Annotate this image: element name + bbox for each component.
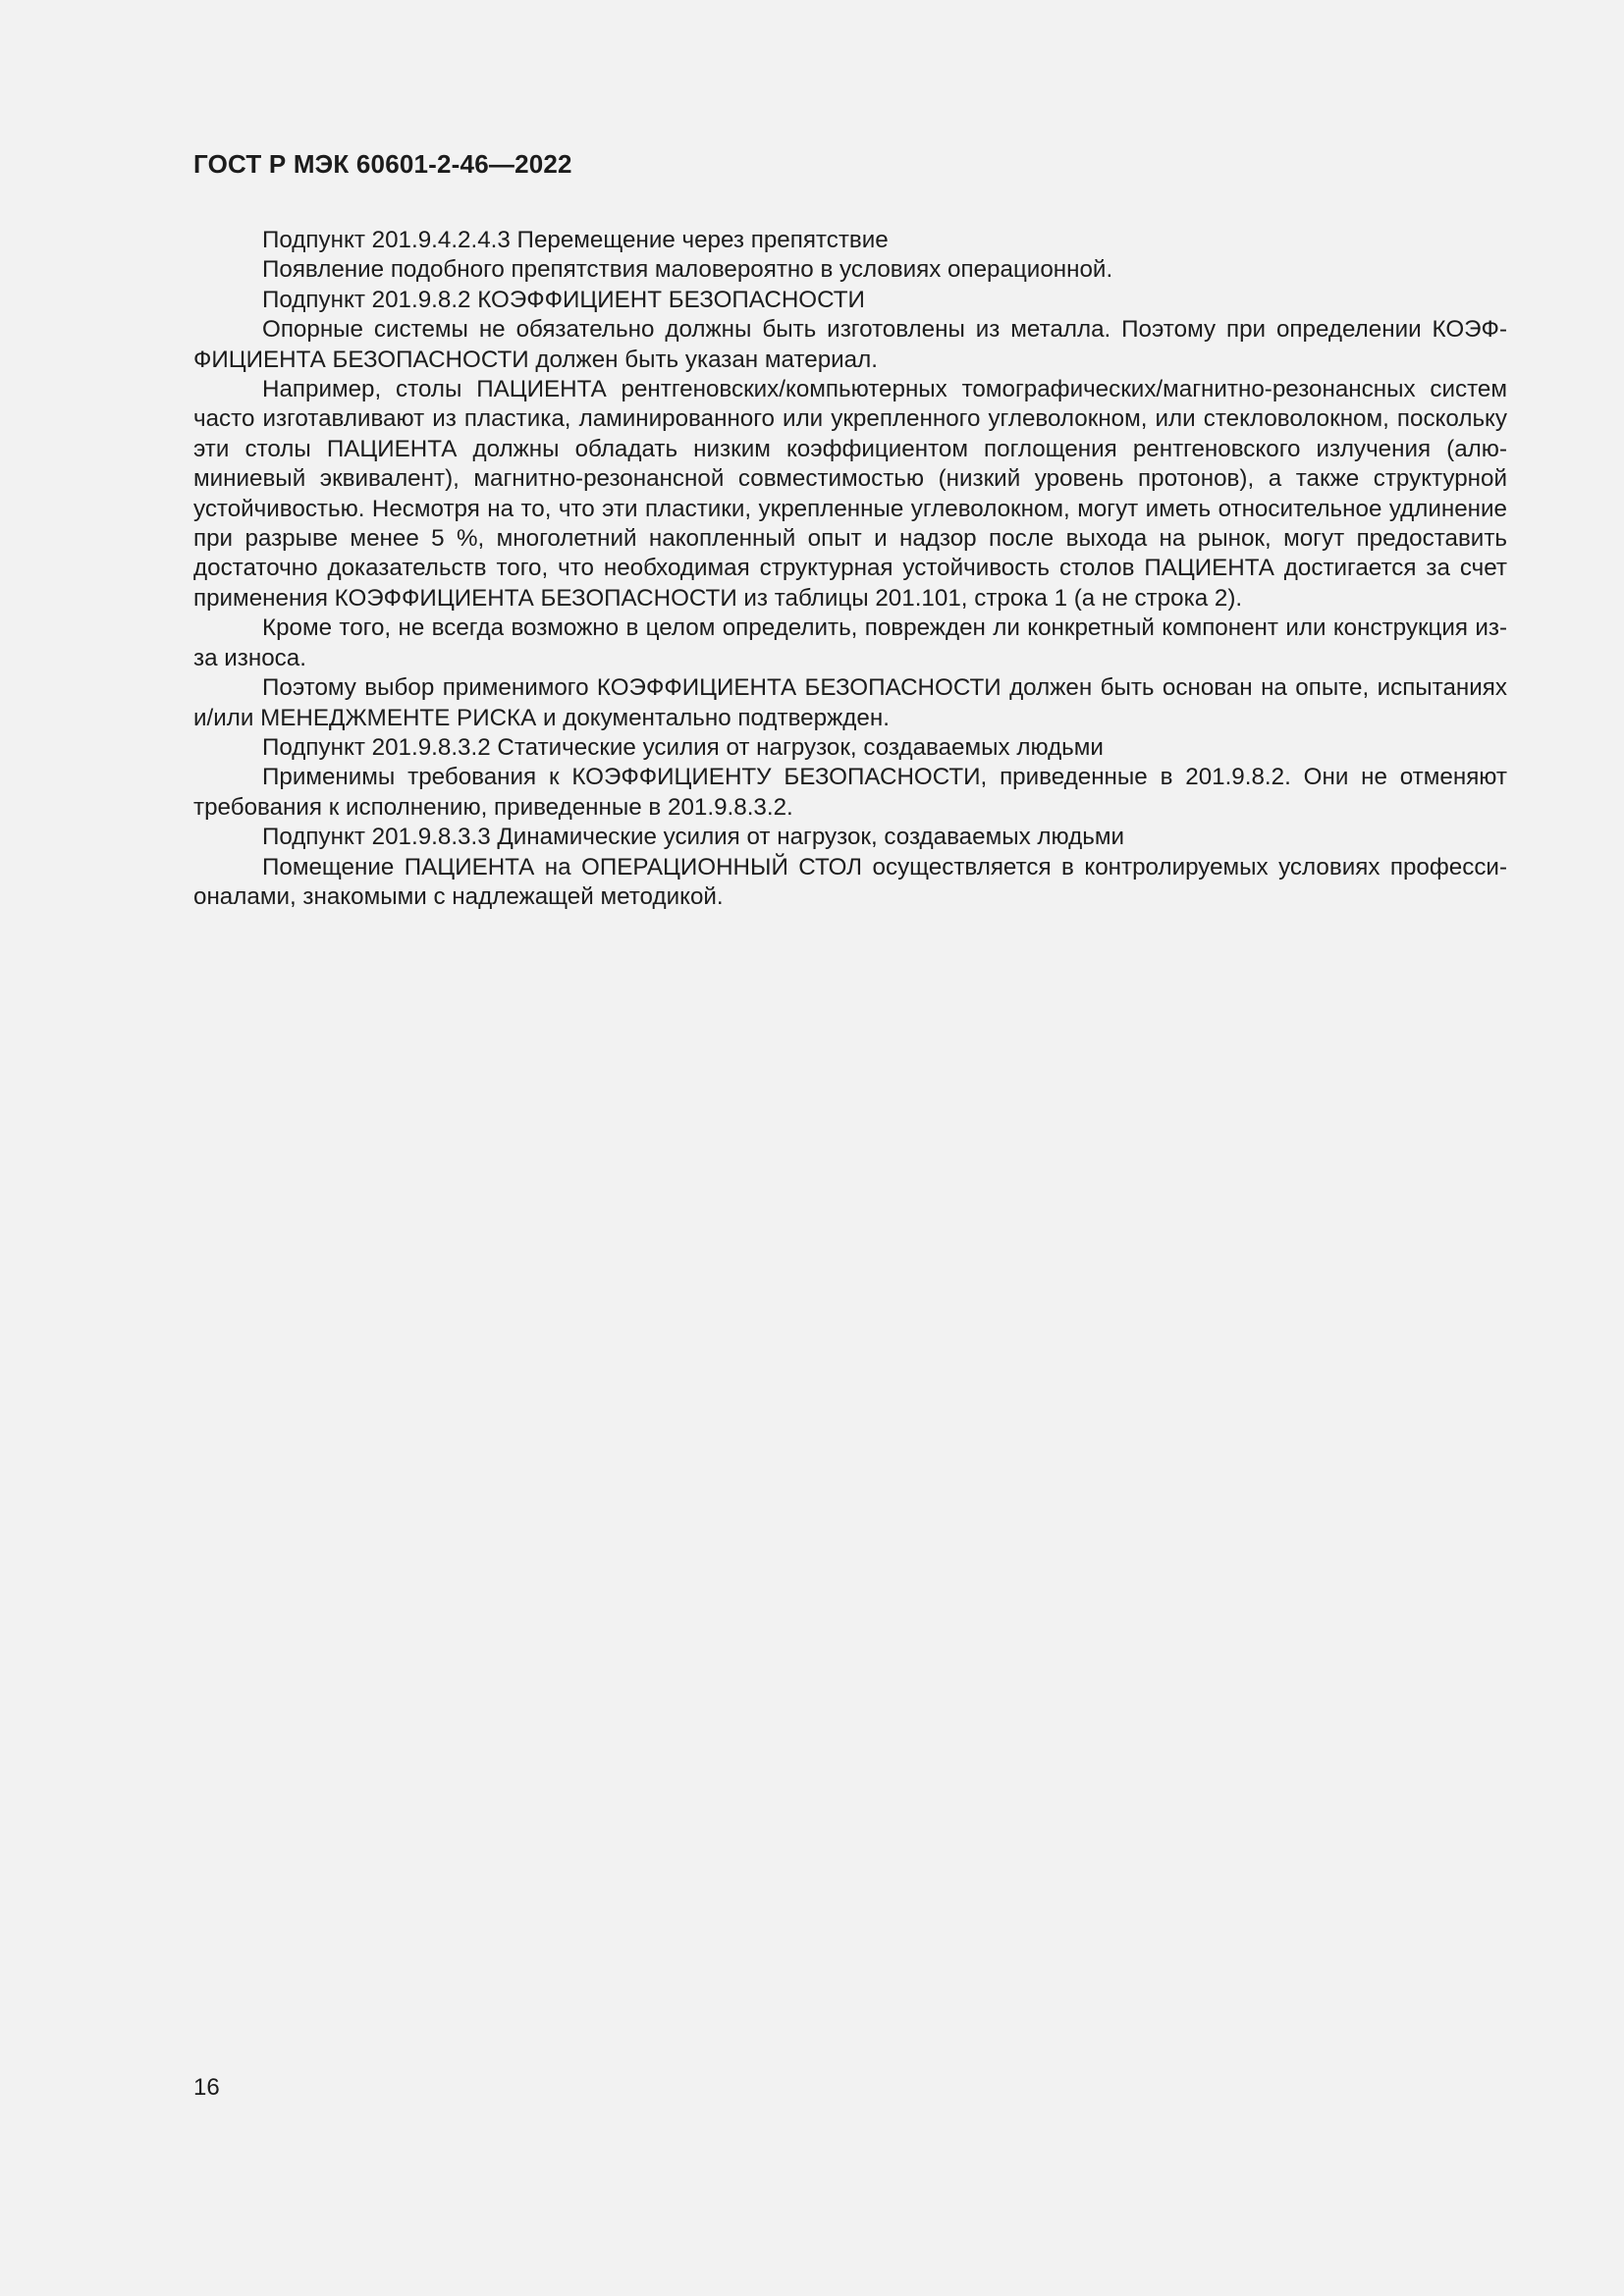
- static-forces-requirements-paragraph: Применимы требования к КОЭФФИЦИЕНТУ БЕЗОПАСНОСТИ, приведенные в 201.9.8.2. Они не отменяют требования к исполнению, приведенные в 201.9.8.3.2.: [193, 764, 1507, 821]
- subclause-201-9-8-3-2-heading: Подпункт 201.9.8.3.2 Статические усилия от нагрузок, создаваемых людьми: [262, 733, 1104, 761]
- safety-factor-choice-paragraph: Поэтому выбор применимого КОЭФФИЦИЕНТА БЕЗОПАСНОСТИ должен быть основан на опыте, испытаниях и/или МЕНЕДЖМЕНТЕ РИСКА и документально подтвержден.: [193, 674, 1507, 731]
- document-body: [193, 226, 1507, 912]
- obstacle-paragraph: Появление подобного препятствия маловероятно в условиях операционной.: [262, 256, 1113, 284]
- subclause-201-9-8-2-heading: Подпункт 201.9.8.2 КОЭФФИЦИЕНТ БЕЗОПАСНОСТИ: [262, 286, 865, 313]
- standard-header: ГОСТ Р МЭК 60601-2-46—2022: [193, 149, 572, 179]
- page-number: 16: [193, 2074, 220, 2101]
- wear-damage-paragraph: Кроме того, не всегда возможно в целом определить, поврежден ли конкретный компонент или конструкция из-за износа.: [193, 614, 1507, 671]
- patient-placement-paragraph: Помещение ПАЦИЕНТА на ОПЕРАЦИОННЫЙ СТОЛ осуществляется в контролируемых условиях профессионалами, знакомыми с надлежащей методикой.: [193, 853, 1507, 910]
- subclause-201-9-4-2-4-3-heading: Подпункт 201.9.4.2.4.3 Перемещение через препятствие: [262, 227, 889, 253]
- support-systems-paragraph: Опорные системы не обязательно должны быть изготовлены из металла. Поэтому при определении КОЭФФИЦИЕНТА БЕЗОПАСНОСТИ должен быть указан материал.: [193, 316, 1507, 373]
- subclause-201-9-8-3-3-heading: Подпункт 201.9.8.3.3 Динамические усилия от нагрузок, создаваемых людьми: [262, 824, 1124, 851]
- patient-tables-example-paragraph: Например, столы ПАЦИЕНТА рентгеновских/компьютерных томографических/магнитно-резонансных систем часто изготавливают из пластика, ламинированного или укрепленного углеволокном, или стекловолокном, поскольку эти столы ПАЦИЕНТА должны обладать низким коэффициентом поглощения рентгеновского излучения (алюминиевый эквивалент), магнитно-резонансной совместимостью (низкий уровень протонов), а также структурной устойчивостью. Несмотря на то, что эти пластики, укрепленные углеволокном, могут иметь относительное удлинение при разрыве менее 5 %, многолетний накопленный опыт и надзор после выхода на рынок, могут предоставить достаточно доказательств того, что необходимая структурная устойчивость столов ПАЦИЕНТА достигается за счет применения КОЭФФИЦИЕНТА БЕЗОПАСНОСТИ из таблицы 201.101, строка 1 (а не строка 2).: [193, 376, 1507, 612]
